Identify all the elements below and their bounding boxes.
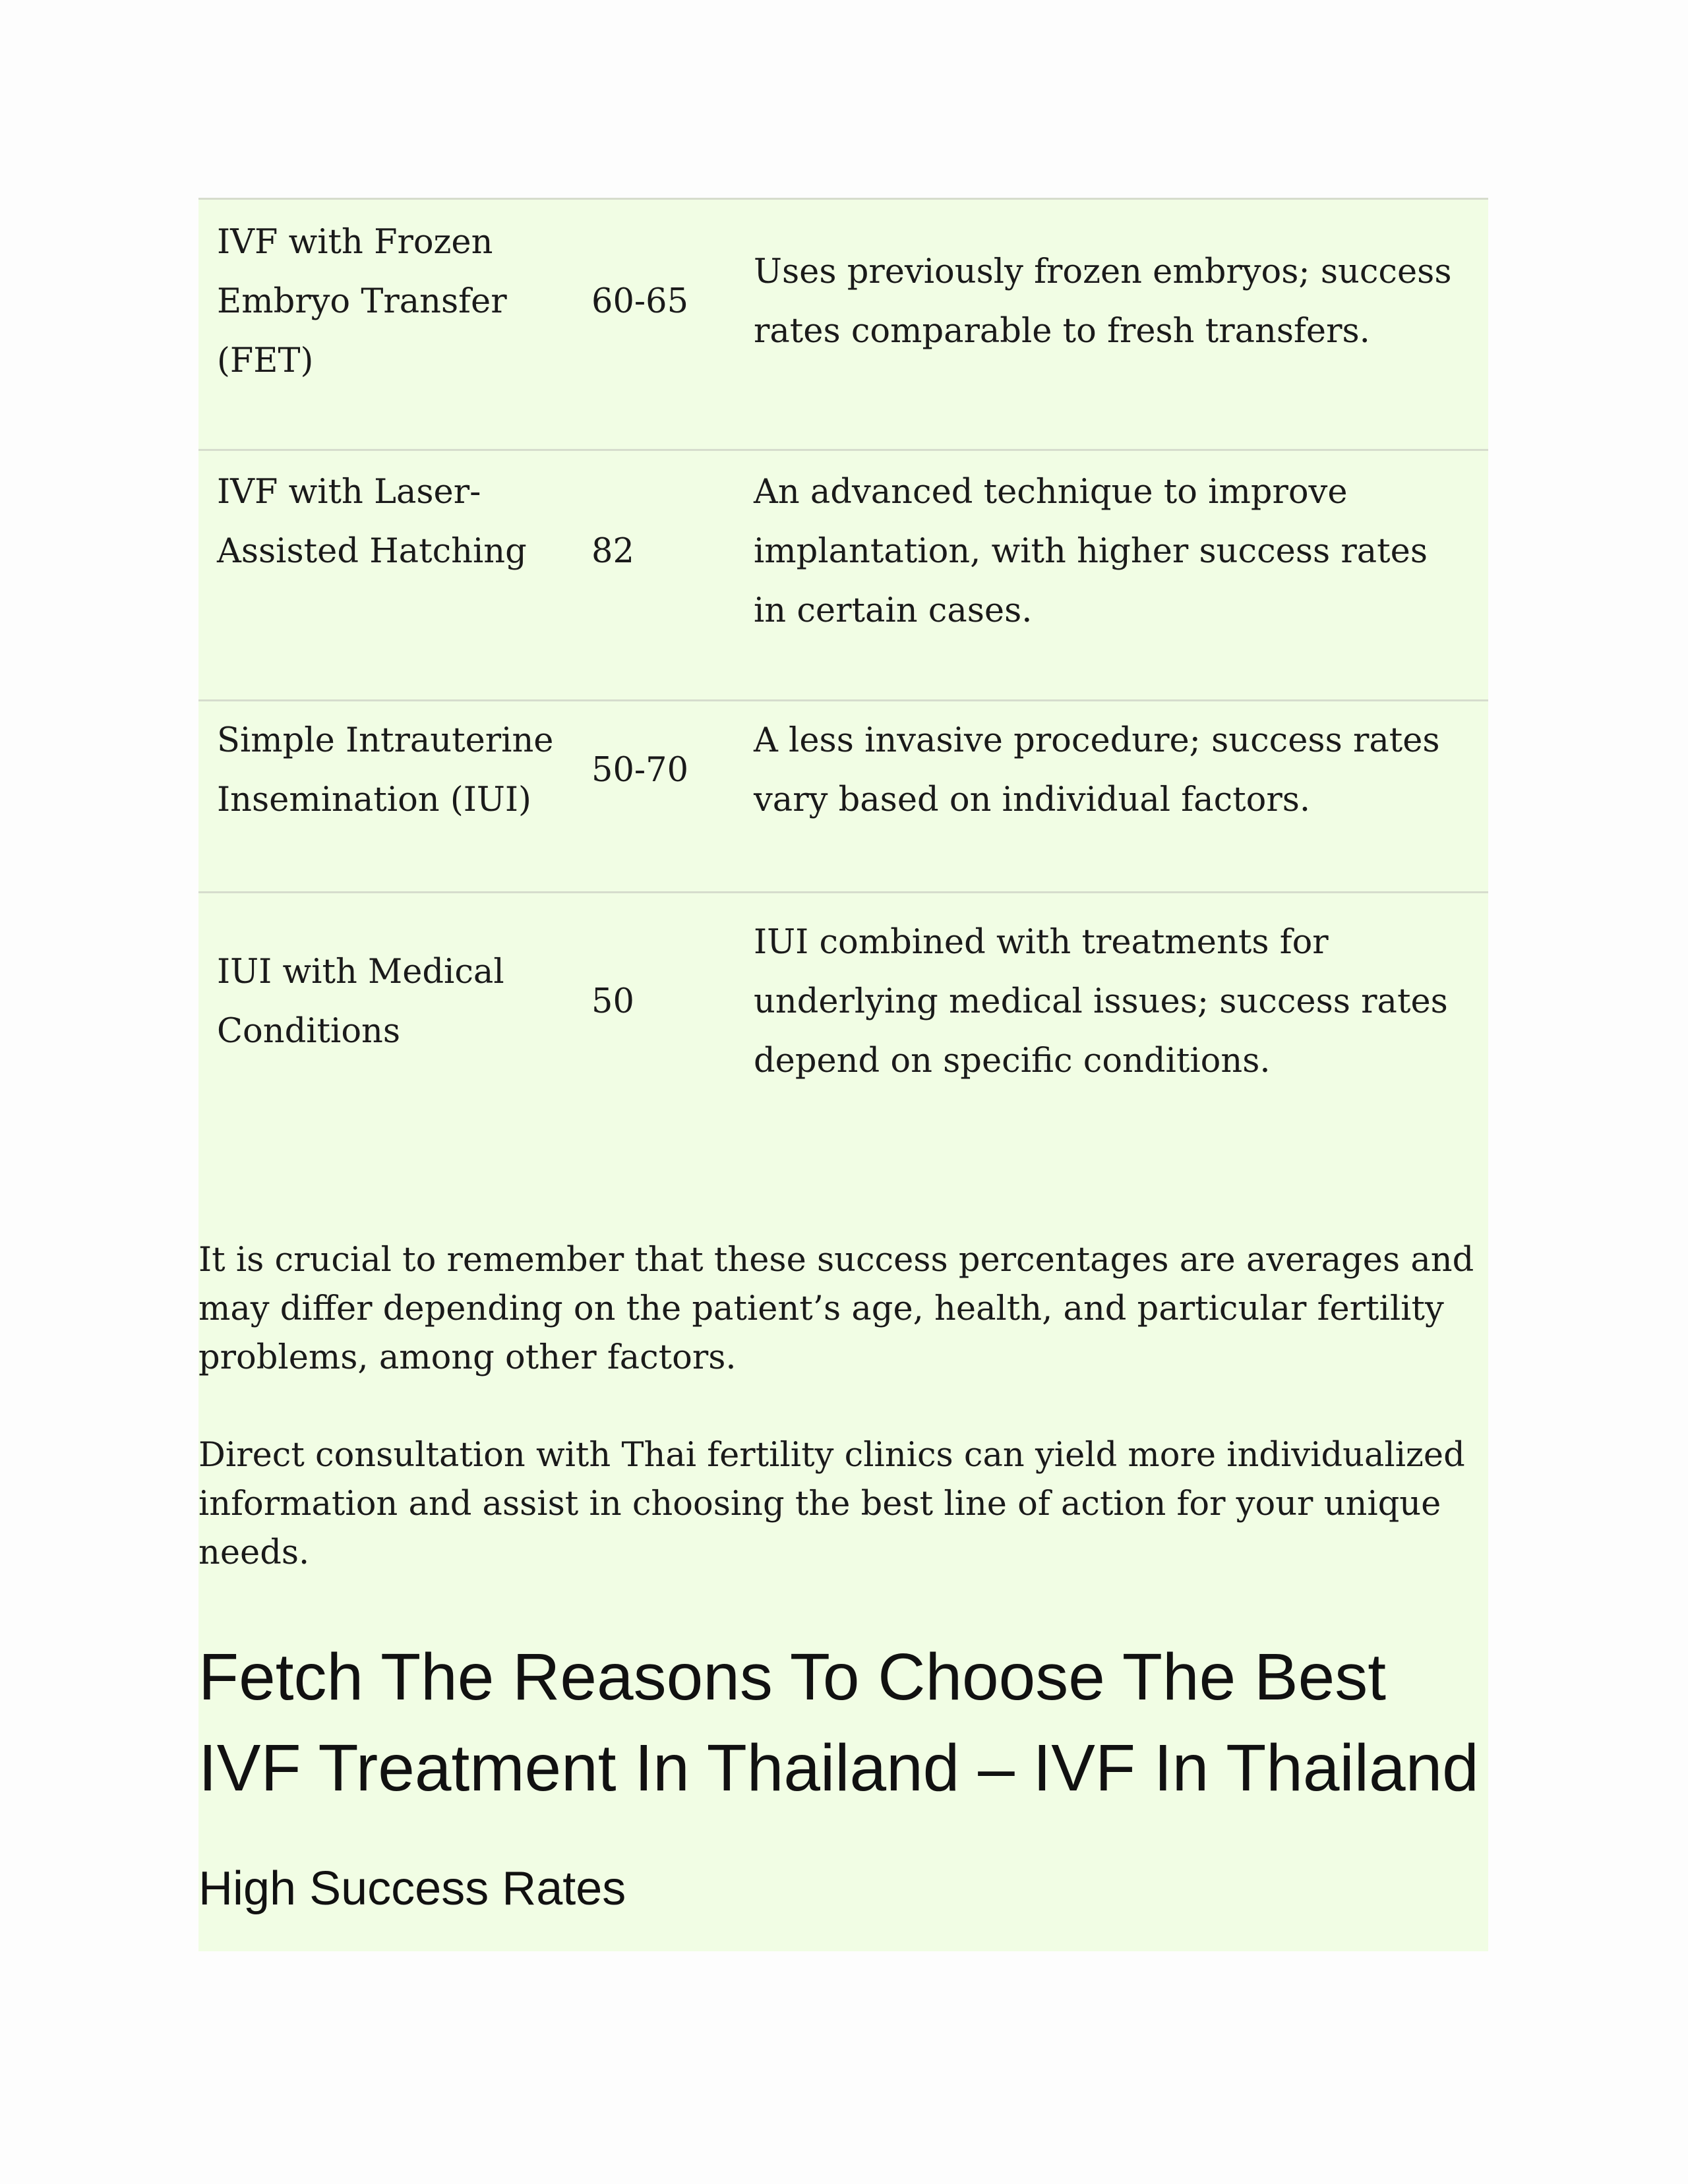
success-rate-cell: 50-70 bbox=[591, 751, 689, 790]
table-row bbox=[198, 699, 1488, 891]
table-row bbox=[198, 198, 1488, 449]
success-rates-table bbox=[198, 198, 1488, 1155]
procedure-cell: IVF with Laser-Assisted Hatching bbox=[217, 473, 527, 571]
section-subheading: High Success Rates bbox=[198, 1862, 626, 1915]
description-cell: IUI combined with treatments for underlying medical issues; success rates depend on specific conditions. bbox=[754, 923, 1448, 1080]
procedure-cell: Simple Intrauterine Insemination (IUI) bbox=[217, 721, 554, 819]
section-heading: Fetch The Reasons To Choose The Best IVF Treatment In Thailand – IVF In Thailand bbox=[198, 1640, 1479, 1805]
procedure-cell: IVF with Frozen Embryo Transfer (FET) bbox=[217, 223, 507, 380]
body-paragraph: Direct consultation with Thai fertility clinics can yield more individualized information and assist in choosing the best line of action for your unique needs. bbox=[198, 1436, 1465, 1572]
description-cell: A less invasive procedure; success rates vary based on individual factors. bbox=[754, 721, 1440, 819]
content-panel bbox=[198, 198, 1488, 1951]
description-cell: Uses previously frozen embryos; success rates comparable to fresh transfers. bbox=[754, 252, 1452, 351]
table-row bbox=[198, 891, 1488, 1155]
body-paragraph: It is crucial to remember that these success percentages are averages and may differ depending on the patient’s age, health, and particular fertility problems, among other factors. bbox=[198, 1241, 1474, 1377]
success-rate-cell: 50 bbox=[591, 982, 634, 1021]
procedure-cell: IUI with Medical Conditions bbox=[217, 953, 504, 1051]
table-row bbox=[198, 449, 1488, 699]
success-rate-cell: 82 bbox=[591, 532, 634, 571]
description-cell: An advanced technique to improve implantation, with higher success rates in certain cases. bbox=[754, 473, 1428, 630]
success-rate-cell: 60-65 bbox=[591, 282, 689, 321]
